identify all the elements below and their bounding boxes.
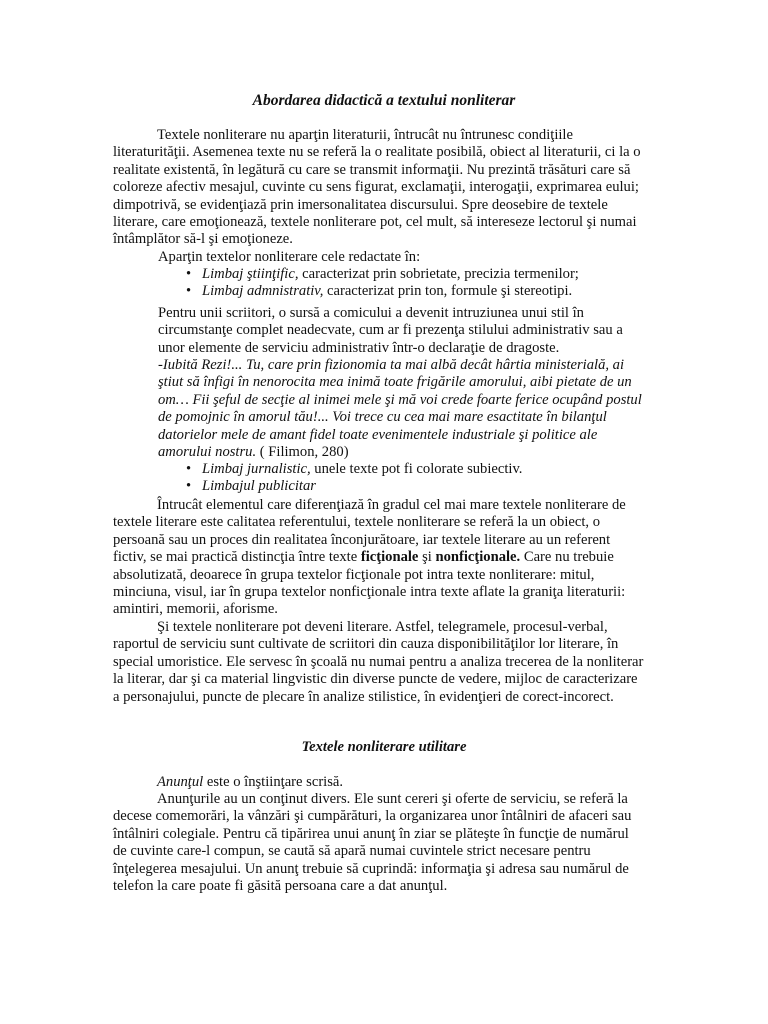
bullet-list-2 <box>158 461 646 496</box>
distinction-text-2: Care nu trebuie absolutizată, deoarece în grupa textelor ficţionale pot intra texte nonliterare: mitul, minciuna, visul, iar în grupa textelor nonficţionale intra texte aflate la graniţa literaturii: amintiri, memorii, aforisme. <box>113 549 626 618</box>
bullet-text: caracterizat prin sobrietate, precizia termenilor; <box>298 266 579 282</box>
section-subtitle: Textele nonliterare utilitare <box>301 739 467 755</box>
bullet-term: Limbajul publicitar <box>202 478 316 495</box>
become-literary-paragraph: Şi textele nonliterare pot deveni literare. Astfel, telegramele, procesul-verbal, raportul de serviciu sunt cultivate de scriitori din cauza disponibilităţilor lor literare, în special umoristice. Ele servesc în şcoală nu numai pentru a analiza trecerea de la nonliterar la literar, dar şi ca material lingvistic din diverse puncte de vedere, mijloc de caracterizare a personajului, puncte de plecare în analize stilistice, în evidenţieri de corect-incorect. <box>113 619 644 705</box>
anunt-paragraph: Anunţurile au un conţinut divers. Ele sunt cereri şi oferte de serviciu, se referă la decese comemorări, la vânzări şi cumpărături, la organizarea unor întâlniri de afaceri sau întâlniri colegiale. Pentru că tipărirea unui anunţ în ziar se plăteşte în funcţie de numărul de cuvinte care-l compun, se caută să apară numai cuvintele strict necesare pentru înţelegerea mesajului. Un anunţ trebuie să cuprindă: informaţia şi adresa sau numărul de telefon la care poate fi găsită persoana care a dat anunţul. <box>113 791 632 895</box>
anunt-definition <box>113 774 646 791</box>
term-fictionale: ficţionale <box>360 549 419 566</box>
quote-paragraph <box>158 357 646 461</box>
bullet-text: unele texte pot fi colorate subiectiv. <box>310 461 523 477</box>
writers-paragraph: Pentru unii scriitori, o sursă a comicului a devenit intruziunea unui stil în circumstanţe complet neadecvate, cum ar fi prezenţa stilului administrativ sau a unor elemente de serviciu administrativ într-o declaraţie de dragoste. <box>158 305 623 356</box>
intro-paragraph: Textele nonliterare nu aparţin literaturii, întrucât nu întrunesc condiţiile literaturităţii. Asemenea texte nu se referă la o realitate posibilă, obiect al literaturii, ci la o realitate existentă, în legătură cu care se transmit informaţii. Nu prezintă trăsături care să coloreze afectiv mesajul, cuvinte cu sens figurat, exclamaţii, interogaţii, exprimarea eului; dimpotrivă, se evidenţiază prin imersonalitatea discursului. Spre deosebire de textele literare, care emoţionează, textele nonliterare pot, cel mult, să intereseze lectorul şi numai întâmplător să-l şi emoţioneze. <box>113 127 641 248</box>
bullet-term: Limbaj jurnalistic, <box>202 461 311 477</box>
distinction-paragraph <box>113 497 646 619</box>
bullet-term: Limbaj admnistrativ, <box>202 283 324 300</box>
distinction-text: Întrucât elementul care diferenţiază în gradul cel mai mare textele nonliterare de textele literare este calitatea referentului, textele nonliterare se referă la un obiect, o persoană sau un proces din realitatea înconjurătoare, iar textele literare au un referent fictiv, se mai practică distincţia între texte <box>113 497 626 566</box>
anunt-term: Anunţul <box>157 774 204 790</box>
term-nonfictionale: nonficţionale. <box>435 549 521 566</box>
document-title: Abordarea didactică a textului nonliterar <box>252 92 516 109</box>
list-item <box>158 478 646 495</box>
bullet-list-1 <box>158 266 646 301</box>
list-item <box>158 283 646 300</box>
quote-source: ( Filimon, 280) <box>256 444 349 461</box>
list-item <box>158 461 646 478</box>
distinction-and: şi <box>418 549 436 566</box>
bullet-term: Limbaj ştiinţific, <box>202 266 299 282</box>
bullet-text: caracterizat prin ton, formule şi stereotipi. <box>323 283 573 300</box>
list-item <box>158 266 646 283</box>
belong-line: Aparţin textelor nonliterare cele redactate în: <box>158 249 421 265</box>
anunt-definition-text: este o înştiinţare scrisă. <box>203 774 344 790</box>
quote-text: -Iubită Rezi!... Tu, care prin fizionomia ta mai albă decât hârtia ministerială, ai ştiut să înfigi în nenorocita mea inimă toate frigările amorului, aibi pietate de un om… Fii şeful de secţie al inimei mele şi mă voi crede foarte ferice ocupând postul de pomojnic în amorul tău!... Voi trece cu cea mai mare esactitate în bilanţul datorielor mele de amant fidel toate evenimentele industriale şi politice ale amorului nostru. <box>158 357 642 461</box>
